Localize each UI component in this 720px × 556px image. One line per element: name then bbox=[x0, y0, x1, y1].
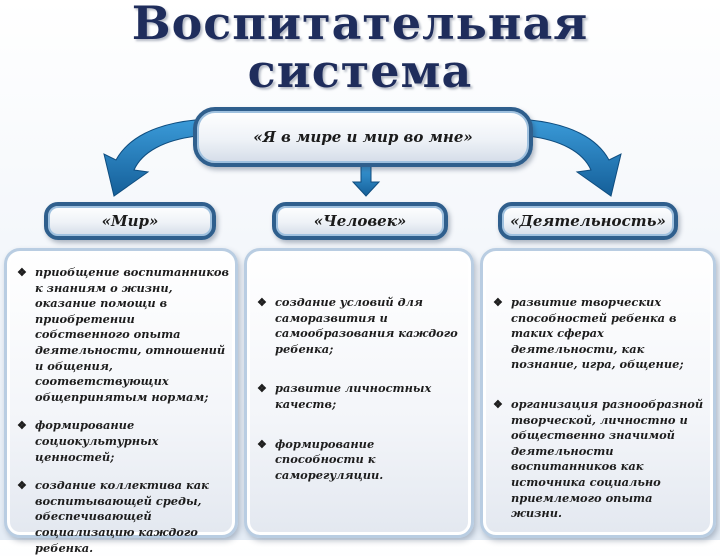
category-deyatelnost-box bbox=[498, 202, 678, 240]
central-principle-box bbox=[193, 107, 533, 167]
category-chelovek-box bbox=[272, 202, 448, 240]
list-item bbox=[17, 478, 229, 556]
category-mir-box bbox=[44, 202, 216, 240]
diamond-bullet-icon: ❖ bbox=[493, 296, 503, 309]
panel-mir bbox=[4, 248, 238, 555]
right-arrow-icon bbox=[528, 120, 621, 196]
category-label: «Деятельность» bbox=[510, 212, 666, 230]
diamond-bullet-icon: ❖ bbox=[17, 479, 27, 493]
list-item-text: создание условий для саморазвития и самообразования каждого ребенка; bbox=[275, 295, 458, 356]
diamond-bullet-icon: ❖ bbox=[493, 397, 503, 411]
list-item bbox=[493, 397, 707, 522]
diamond-bullet-icon: ❖ bbox=[17, 266, 27, 279]
diamond-bullet-icon: ❖ bbox=[17, 419, 27, 433]
list-item-text: организация разнообразной творческой, личностно и общественно значимой деятельности воспитанников как источника социально приемлемого опыта жизни. bbox=[511, 396, 704, 521]
left-arrow-icon bbox=[104, 120, 197, 196]
list-item-text: создание коллектива как воспитывающей среды, обеспечивающей социализацию каждого ребенка. bbox=[35, 478, 209, 555]
page-title-line-1: Воспитательная bbox=[131, 0, 589, 50]
list-item-text: формирование социокультурных ценностей; bbox=[35, 418, 159, 464]
panel-chelovek bbox=[244, 248, 474, 538]
list-item-text: приобщение воспитанников к знаниям о жизни, оказание помощи в приобретении собственного опыта деятельности, отношений и общения, соответствующих общепринятым нормам; bbox=[35, 265, 230, 404]
diamond-bullet-icon: ❖ bbox=[257, 382, 267, 396]
diamond-bullet-icon: ❖ bbox=[257, 296, 267, 309]
list-item bbox=[257, 437, 465, 484]
center-arrow-icon bbox=[353, 166, 379, 196]
list-item-text: развитие личностных качеств; bbox=[275, 381, 432, 411]
list-item-text: развитие творческих способностей ребенка в таких сферах деятельности, как познание, игра, общение; bbox=[511, 295, 684, 372]
list-item-text: формирование способности к саморегуляции. bbox=[275, 436, 384, 482]
category-label: «Человек» bbox=[313, 212, 407, 230]
category-label: «Мир» bbox=[101, 212, 159, 230]
list-item bbox=[17, 418, 229, 465]
list-item bbox=[17, 265, 229, 405]
list-item bbox=[257, 295, 465, 357]
central-principle-label: «Я в мире и мир во мне» bbox=[253, 128, 473, 146]
list-item bbox=[493, 295, 707, 373]
list-item bbox=[257, 381, 465, 412]
page-title-line-2: система bbox=[247, 44, 473, 98]
panel-deyatelnost bbox=[480, 248, 716, 538]
diamond-bullet-icon: ❖ bbox=[257, 437, 267, 451]
